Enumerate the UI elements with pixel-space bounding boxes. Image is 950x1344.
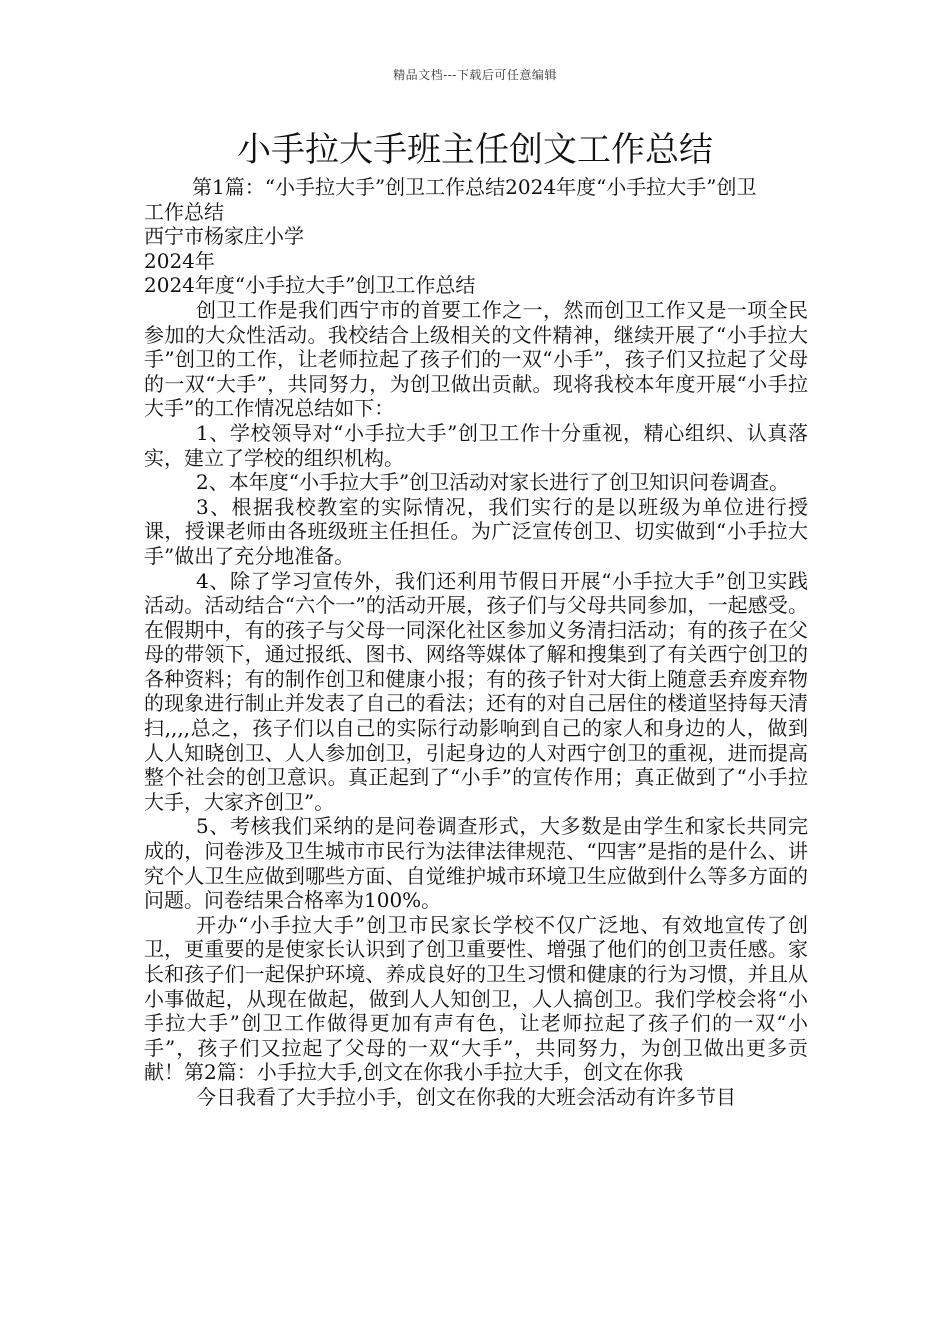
paragraph-year: 2024年 [144,248,215,273]
paragraph-item-1: 1、学校领导对“小手拉大手”创卫工作十分重视，精心组织、认真落实，建立了学校的组织机构。 [144,420,808,470]
paragraph-item-4: 4、除了学习宣传外，我们还利用节假日开展“小手拉大手”创卫实践活动。活动结合“六个一”的活动开展，孩子们与父母共同参加，一起感受。在假期中，有的孩子与父母一同深化社区参加义务清扫活动；有的孩子在父母的带领下，通过报纸、图书、网络等媒体了解和搜集到了有关西宁创卫的各种资料；有的制作创卫和健康小报；有的孩子针对大街上随意丢弃废弃物的现象进行制止并发表了自己的看法；还有的对自己居住的楼道坚持每天清扫,,,,总之，孩子们以自己的实际行动影响到自己的家人和身边的人，做到人人知晓创卫、人人参加创卫，引起身边的人对西宁创卫的重视，进而提高整个社会的创卫意识。真正起到了“小手”的宣传作用；真正做到了“小手拉大手，大家齐创卫”。 [144,568,808,814]
paragraph-item-2: 2、本年度“小手拉大手”创卫活动对家长进行了创卫知识问卷调查。 [196,470,790,495]
paragraph-section-heading: 第1篇：“小手拉大手”创卫工作总结2024年度“小手拉大手”创卫 [192,175,757,199]
document-title: 小手拉大手班主任创文工作总结 [237,130,713,170]
paragraph-report-title: 2024年度“小手拉大手”创卫工作总结 [144,273,476,298]
document-body [144,175,808,1110]
paragraph-school-name: 西宁市杨家庄小学 [144,224,304,249]
header-note: 精品文档---下载后可任意编辑 [393,68,557,82]
paragraph-part-2-start: 今日我看了大手拉小手，创文在你我的大班会活动有许多节目 [196,1084,736,1109]
paragraph-item-5: 5、考核我们采纳的是问卷调查形式，大多数是由学生和家长共同完成的，问卷涉及卫生城市市民行为法律法律规范、“四害”是指的是什么、讲究个人卫生应做到哪些方面、自觉维护城市环境卫生应做到什么等多方面的问题。问卷结果合格率为100%。 [144,814,808,913]
paragraph-subtitle: 工作总结 [144,199,224,224]
paragraph-item-3: 3、根据我校教室的实际情况，我们实行的是以班级为单位进行授课，授课老师由各班级班主任担任。为广泛宣传创卫、切实做到“小手拉大手”做出了充分地准备。 [144,494,808,568]
paragraph-conclusion: 开办“小手拉大手”创卫市民家长学校不仅广泛地、有效地宣传了创卫，更重要的是使家长认识到了创卫重要性、增强了他们的创卫责任感。家长和孩子们一起保护环境、养成良好的卫生习惯和健康的行为习惯，并且从小事做起，从现在做起，做到人人知创卫，人人搞创卫。我们学校会将“小手拉大手”创卫工作做得更加有声有色，让老师拉起了孩子们的一双“小手”，孩子们又拉起了父母的一双“大手”，共同努力，为创卫做出更多贡献！第2篇：小手拉大手,创文在你我小手拉大手，创文在你我 [144,912,808,1085]
paragraph-intro: 创卫工作是我们西宁市的首要工作之一，然而创卫工作又是一项全民参加的大众性活动。我校结合上级相关的文件精神，继续开展了“小手拉大手”创卫的工作，让老师拉起了孩子们的一双“小手”，孩子们又拉起了父母的一双“大手”，共同努力，为创卫做出贡献。现将我校本年度开展“小手拉大手”的工作情况总结如下： [144,297,808,421]
